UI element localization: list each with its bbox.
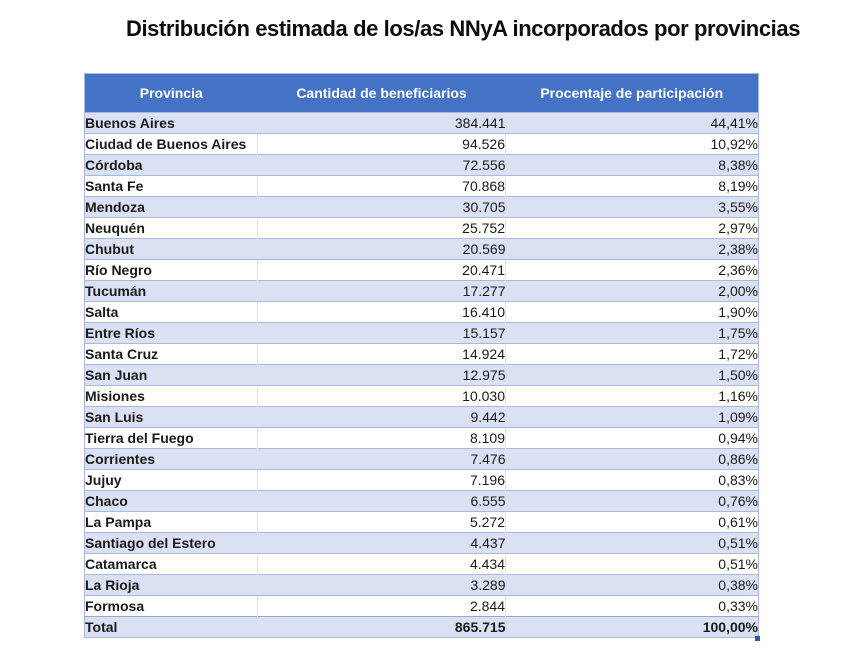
cell-provincia: Salta (85, 302, 258, 323)
cell-beneficiarios: 6.555 (258, 491, 506, 512)
cell-beneficiarios: 20.471 (258, 260, 506, 281)
cell-porcentaje: 1,09% (506, 407, 759, 428)
table-row (85, 407, 759, 428)
table-row (85, 512, 759, 533)
cell-beneficiarios: 12.975 (258, 365, 506, 386)
cell-porcentaje: 3,55% (506, 197, 759, 218)
cell-porcentaje: 8,19% (506, 176, 759, 197)
cell-provincia: Santiago del Estero (85, 533, 258, 554)
cell-provincia: Tierra del Fuego (85, 428, 258, 449)
table-row (85, 428, 759, 449)
table-row (85, 386, 759, 407)
cell-provincia: Formosa (85, 596, 258, 617)
cell-porcentaje: 1,16% (506, 386, 759, 407)
cell-provincia: Buenos Aires (85, 113, 258, 134)
column-header-beneficiarios: Cantidad de beneficiarios (258, 74, 506, 113)
cell-beneficiarios: 72.556 (258, 155, 506, 176)
column-header-porcentaje: Procentaje de participación (506, 74, 759, 113)
cell-porcentaje: 0,38% (506, 575, 759, 596)
cell-provincia: Río Negro (85, 260, 258, 281)
cell-provincia: Santa Fe (85, 176, 258, 197)
cell-beneficiarios: 10.030 (258, 386, 506, 407)
cell-provincia: La Rioja (85, 575, 258, 596)
table-row (85, 239, 759, 260)
table-row (85, 449, 759, 470)
cell-porcentaje: 2,36% (506, 260, 759, 281)
cell-porcentaje: 2,00% (506, 281, 759, 302)
header-row (85, 74, 759, 113)
total-porcentaje: 100,00% (506, 617, 759, 638)
cell-beneficiarios: 5.272 (258, 512, 506, 533)
cell-provincia: Santa Cruz (85, 344, 258, 365)
cell-provincia: Tucumán (85, 281, 258, 302)
total-beneficiarios: 865.715 (258, 617, 506, 638)
table-row (85, 134, 759, 155)
cell-beneficiarios: 25.752 (258, 218, 506, 239)
cell-beneficiarios: 7.476 (258, 449, 506, 470)
table-row (85, 491, 759, 512)
cell-beneficiarios: 7.196 (258, 470, 506, 491)
cell-porcentaje: 0,86% (506, 449, 759, 470)
cell-beneficiarios: 4.434 (258, 554, 506, 575)
cell-provincia: Chubut (85, 239, 258, 260)
table-row (85, 365, 759, 386)
table-row (85, 260, 759, 281)
cell-porcentaje: 0,94% (506, 428, 759, 449)
table-row (85, 344, 759, 365)
cell-provincia: Misiones (85, 386, 258, 407)
cell-beneficiarios: 4.437 (258, 533, 506, 554)
cell-provincia: Ciudad de Buenos Aires (85, 134, 258, 155)
cell-porcentaje: 0,61% (506, 512, 759, 533)
cell-beneficiarios: 8.109 (258, 428, 506, 449)
total-row (85, 617, 759, 638)
cell-provincia: Mendoza (85, 197, 258, 218)
table-row (85, 113, 759, 134)
cell-provincia: Entre Ríos (85, 323, 258, 344)
cell-provincia: Córdoba (85, 155, 258, 176)
table-row (85, 155, 759, 176)
cell-provincia: Corrientes (85, 449, 258, 470)
cell-beneficiarios: 70.868 (258, 176, 506, 197)
beneficiaries-data-table (84, 73, 759, 638)
cell-beneficiarios: 30.705 (258, 197, 506, 218)
table-row (85, 323, 759, 344)
total-label: Total (85, 617, 258, 638)
cell-beneficiarios: 15.157 (258, 323, 506, 344)
table-row (85, 575, 759, 596)
cell-porcentaje: 1,90% (506, 302, 759, 323)
cell-provincia: La Pampa (85, 512, 258, 533)
cell-porcentaje: 0,51% (506, 533, 759, 554)
cell-beneficiarios: 384.441 (258, 113, 506, 134)
cell-porcentaje: 2,38% (506, 239, 759, 260)
cell-porcentaje: 0,83% (506, 470, 759, 491)
cell-beneficiarios: 17.277 (258, 281, 506, 302)
table-row (85, 533, 759, 554)
cell-porcentaje: 44,41% (506, 113, 759, 134)
cell-beneficiarios: 14.924 (258, 344, 506, 365)
selection-fill-handle-icon (755, 636, 760, 641)
cell-porcentaje: 10,92% (506, 134, 759, 155)
cell-beneficiarios: 94.526 (258, 134, 506, 155)
table-row (85, 281, 759, 302)
provinces-table (84, 73, 758, 638)
cell-porcentaje: 8,38% (506, 155, 759, 176)
cell-provincia: Jujuy (85, 470, 258, 491)
table-body (85, 113, 759, 617)
table-row (85, 470, 759, 491)
cell-provincia: San Juan (85, 365, 258, 386)
cell-porcentaje: 1,50% (506, 365, 759, 386)
cell-provincia: Chaco (85, 491, 258, 512)
table-row (85, 218, 759, 239)
cell-porcentaje: 0,33% (506, 596, 759, 617)
cell-provincia: Neuquén (85, 218, 258, 239)
cell-porcentaje: 2,97% (506, 218, 759, 239)
column-header-provincia: Provincia (85, 74, 258, 113)
table-row (85, 302, 759, 323)
cell-provincia: San Luis (85, 407, 258, 428)
cell-beneficiarios: 3.289 (258, 575, 506, 596)
table-row (85, 197, 759, 218)
table-row (85, 596, 759, 617)
table-row (85, 554, 759, 575)
cell-beneficiarios: 20.569 (258, 239, 506, 260)
cell-porcentaje: 0,76% (506, 491, 759, 512)
table-title: Distribución estimada de los/as NNyA incorporados por provincias (125, 16, 801, 41)
cell-beneficiarios: 16.410 (258, 302, 506, 323)
cell-porcentaje: 1,75% (506, 323, 759, 344)
cell-porcentaje: 0,51% (506, 554, 759, 575)
cell-provincia: Catamarca (85, 554, 258, 575)
cell-beneficiarios: 2.844 (258, 596, 506, 617)
table-row (85, 176, 759, 197)
cell-porcentaje: 1,72% (506, 344, 759, 365)
cell-beneficiarios: 9.442 (258, 407, 506, 428)
